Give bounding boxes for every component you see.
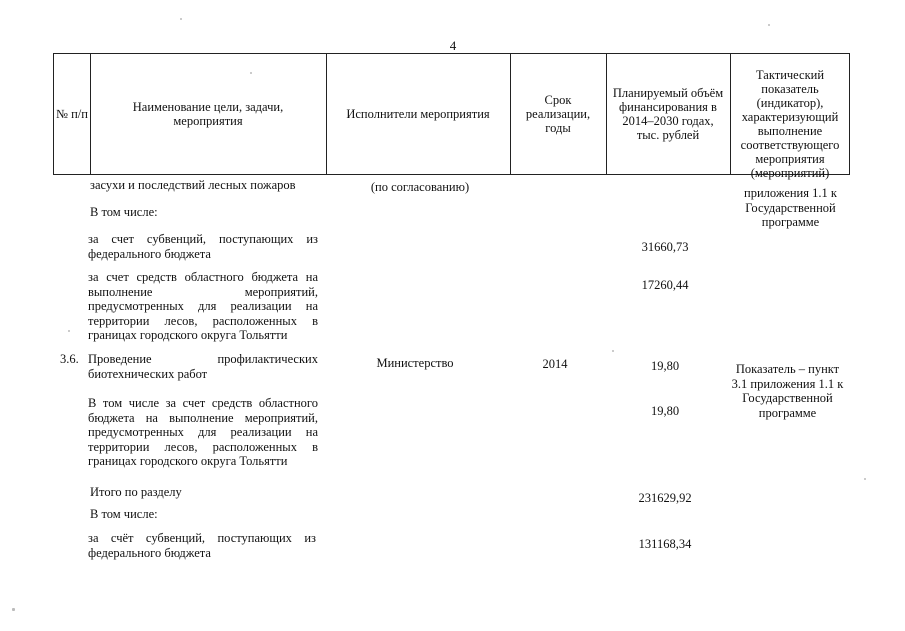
section-total-value: 231629,92 — [638, 491, 692, 505]
item-period: 2014 — [542, 357, 568, 371]
item-including-value: 19,80 — [650, 404, 680, 418]
scan-speck — [180, 18, 182, 20]
continued-indicator: приложения 1.1 к Государственной программе — [744, 186, 837, 229]
scan-speck — [864, 478, 866, 480]
item-funding-value: 19,80 — [650, 359, 680, 373]
header-col-funding: Планируемый объём финансирования в 2014–2030 годах, тыс. рублей — [612, 86, 724, 142]
scan-speck — [768, 24, 770, 26]
including-label: В том числе: — [90, 205, 158, 219]
table-header — [53, 53, 850, 180]
item-indicator: Показатель – пункт 3.1 приложения 1.1 к Государственной программе — [731, 362, 844, 420]
regional-funding-value: 17260,44 — [641, 278, 689, 292]
scan-speck — [12, 608, 15, 611]
item-executor: Министерство — [376, 356, 454, 370]
regional-funding-label: за счет средств областного бюджета на выполнение мероприятий, предусмотренных для реализации на территории лесов, расположенных в границах городского округа Тольятти — [88, 270, 318, 342]
section-total-label: Итого по разделу — [90, 485, 182, 499]
header-col-period: Срок реализации, годы — [525, 93, 591, 135]
page-number: 4 — [449, 38, 457, 53]
continued-executor: (по согласованию) — [370, 180, 470, 194]
scan-speck — [612, 350, 614, 352]
item-name: Проведение профилактических биотехнических работ — [88, 352, 318, 381]
scan-speck — [250, 72, 252, 74]
header-col-name: Наименование цели, задачи, мероприятия — [132, 100, 284, 128]
total-federal-label: за счёт субвенций, поступающих из федерального бюджета — [88, 531, 316, 560]
item-including-label: В том числе за счет средств областного бюджета на выполнение мероприятий, предусмотренных для реализации на территории лесов, расположенных в границах городского округа Тольятти — [88, 396, 318, 468]
header-col-number: № п/п — [56, 107, 88, 121]
total-including-label: В том числе: — [90, 507, 158, 521]
scan-speck — [68, 330, 70, 332]
item-number: 3.6. — [60, 352, 79, 366]
federal-funding-value: 31660,73 — [641, 240, 689, 254]
total-federal-value: 131168,34 — [638, 537, 692, 551]
header-col-indicator: Тактический показатель (индикатор), характеризующий выполнение соответствующего мероприятия (мероприятий) — [740, 68, 840, 180]
header-col-executors: Исполнители мероприятия — [346, 107, 490, 121]
federal-funding-label: за счет субвенций, поступающих из федерального бюджета — [88, 232, 318, 261]
continued-task-name: засухи и последствий лесных пожаров — [90, 178, 296, 192]
